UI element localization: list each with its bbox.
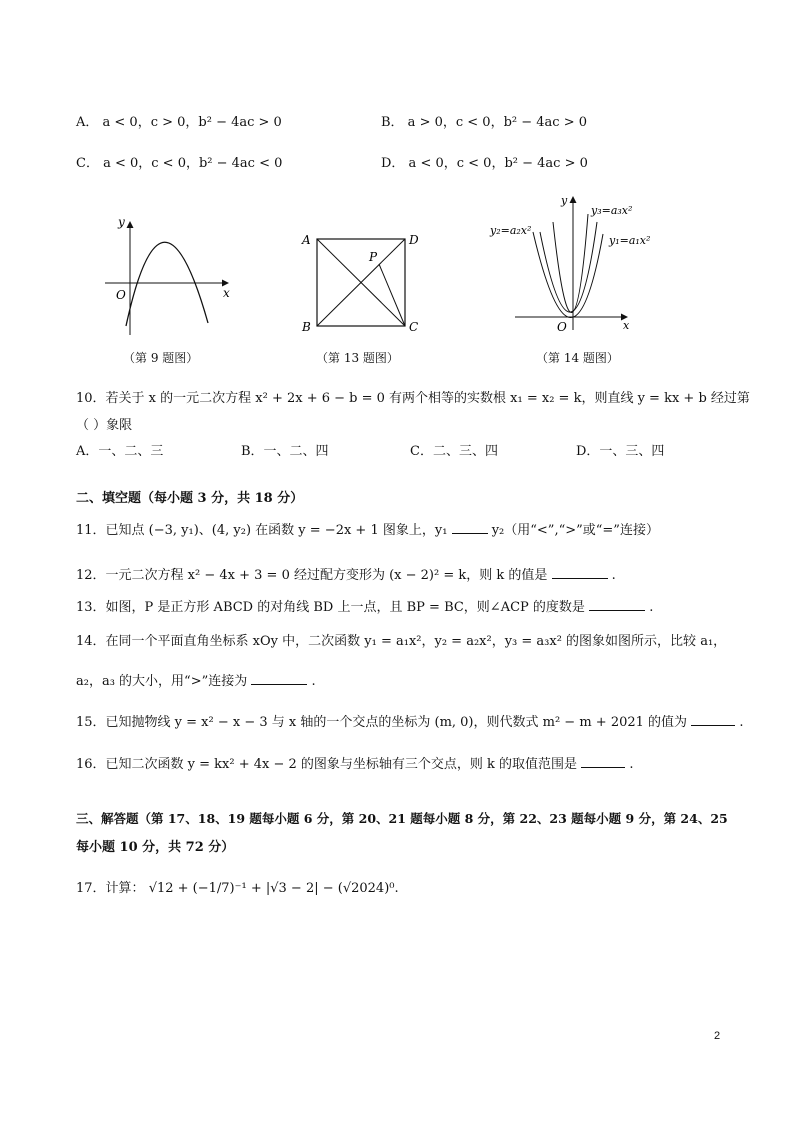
q10-option-a: A．一、二、三	[76, 444, 164, 459]
x-axis-label: x	[223, 286, 230, 300]
q14-text: a₂，a₃ 的大小，用“>”连接为	[76, 674, 248, 689]
y-axis-label: y	[118, 215, 125, 229]
parabola-curve	[126, 242, 208, 326]
q10-blank: （ ）象限	[76, 418, 133, 433]
section-3-heading-line2: 每小题 10 分，共 72 分）	[76, 840, 235, 855]
section-2-heading: 二、填空题（每小题 3 分，共 18 分）	[76, 491, 304, 506]
point-p-label: P	[369, 250, 378, 264]
q14-answer-blank[interactable]	[251, 672, 307, 685]
q17-label: 17．计算：	[76, 881, 145, 896]
q11-answer-blank[interactable]	[452, 521, 488, 534]
q11-text: 11．已知点 (−3, y₁)、(4, y₂) 在函数 y = −2x + 1 图象上，y₁	[76, 523, 448, 538]
parabola-y3	[553, 214, 588, 313]
vertex-b-label: B	[302, 320, 311, 334]
q13-text-tail: .	[649, 600, 654, 615]
figure-13	[297, 228, 432, 338]
q13-text: 13．如图，P 是正方形 ABCD 的对角线 BD 上一点，且 BP = BC，则∠ACP 的度数是	[76, 600, 585, 615]
q14-line2	[76, 670, 316, 689]
q12	[76, 564, 616, 583]
origin-label: O	[116, 288, 126, 302]
q12-text: 12．一元二次方程 x² − 4x + 3 = 0 经过配方变形为 (x − 2)² = k，则 k 的值是	[76, 568, 548, 583]
q11-text-tail: y₂（用“<”,“>”或“=”连接）	[491, 523, 659, 538]
figure-9	[100, 210, 240, 340]
q9-option-c: C． a < 0，c < 0，b² − 4ac < 0	[76, 156, 283, 171]
q15-answer-blank[interactable]	[691, 713, 735, 726]
q11	[76, 519, 659, 538]
curve-y3-label: y₃=a₃x²	[591, 204, 633, 217]
q10-option-b: B．一、二、四	[241, 444, 329, 459]
figure-9-caption: （第 9 题图）	[123, 351, 199, 365]
q12-answer-blank[interactable]	[552, 566, 608, 579]
curve-y2-label: y₂=a₂x²	[490, 224, 532, 237]
q10-option-d: D．一、三、四	[576, 444, 665, 459]
q10-option-c: C．二、三、四	[410, 444, 498, 459]
q9-option-a: A． a < 0，c > 0，b² − 4ac > 0	[76, 115, 282, 130]
segment-cp	[379, 264, 405, 326]
q14-line1: 14．在同一个平面直角坐标系 xOy 中，二次函数 y₁ = a₁x²，y₂ = a₂x²，y₃ = a₃x² 的图象如图所示，比较 a₁，	[76, 634, 727, 649]
figure-13-caption: （第 13 题图）	[316, 351, 399, 365]
vertex-c-label: C	[409, 320, 419, 334]
y-axis-label: y	[561, 194, 568, 207]
parabola-y2	[540, 222, 597, 312]
x-axis-label: x	[623, 319, 630, 332]
vertex-d-label: D	[409, 233, 419, 247]
figure-14	[485, 192, 675, 340]
q15-text-tail: .	[739, 715, 744, 730]
q15	[76, 711, 743, 730]
parabola-y1	[533, 232, 603, 318]
section-3-heading-line1: 三、解答题（第 17、18、19 题每小题 6 分，第 20、21 题每小题 8 分，第 22、23 题每小题 9 分，第 24、25	[76, 811, 728, 826]
figure-14-caption: （第 14 题图）	[536, 351, 619, 365]
vertex-a-label: A	[302, 233, 311, 247]
q17	[76, 877, 399, 896]
page-number: 2	[714, 1030, 721, 1042]
q9-option-b: B． a > 0，c < 0，b² − 4ac > 0	[381, 115, 587, 130]
q12-text-tail: .	[611, 568, 616, 583]
q10-stem: 10．若关于 x 的一元二次方程 x² + 2x + 6 − b = 0 有两个相等的实数根 x₁ = x₂ = k，则直线 y = kx + b 经过第	[76, 391, 750, 406]
q16-answer-blank[interactable]	[581, 755, 625, 768]
q15-text: 15．已知抛物线 y = x² − x − 3 与 x 轴的一个交点的坐标为 (m, 0)，则代数式 m² − m + 2021 的值为	[76, 715, 688, 730]
q16	[76, 753, 633, 772]
q13	[76, 596, 653, 615]
q13-answer-blank[interactable]	[589, 598, 645, 611]
q9-option-d: D． a < 0，c < 0，b² − 4ac > 0	[381, 156, 588, 171]
q16-text-tail: .	[629, 757, 634, 772]
q17-expression: √12 + (−1/7)⁻¹ + |√3 − 2| − (√2024)⁰.	[148, 881, 399, 896]
curve-y1-label: y₁=a₁x²	[609, 234, 651, 247]
q14-text-tail: .	[311, 674, 316, 689]
origin-label: O	[557, 320, 567, 334]
q16-text: 16．已知二次函数 y = kx² + 4x − 2 的图象与坐标轴有三个交点，则 k 的取值范围是	[76, 757, 578, 772]
